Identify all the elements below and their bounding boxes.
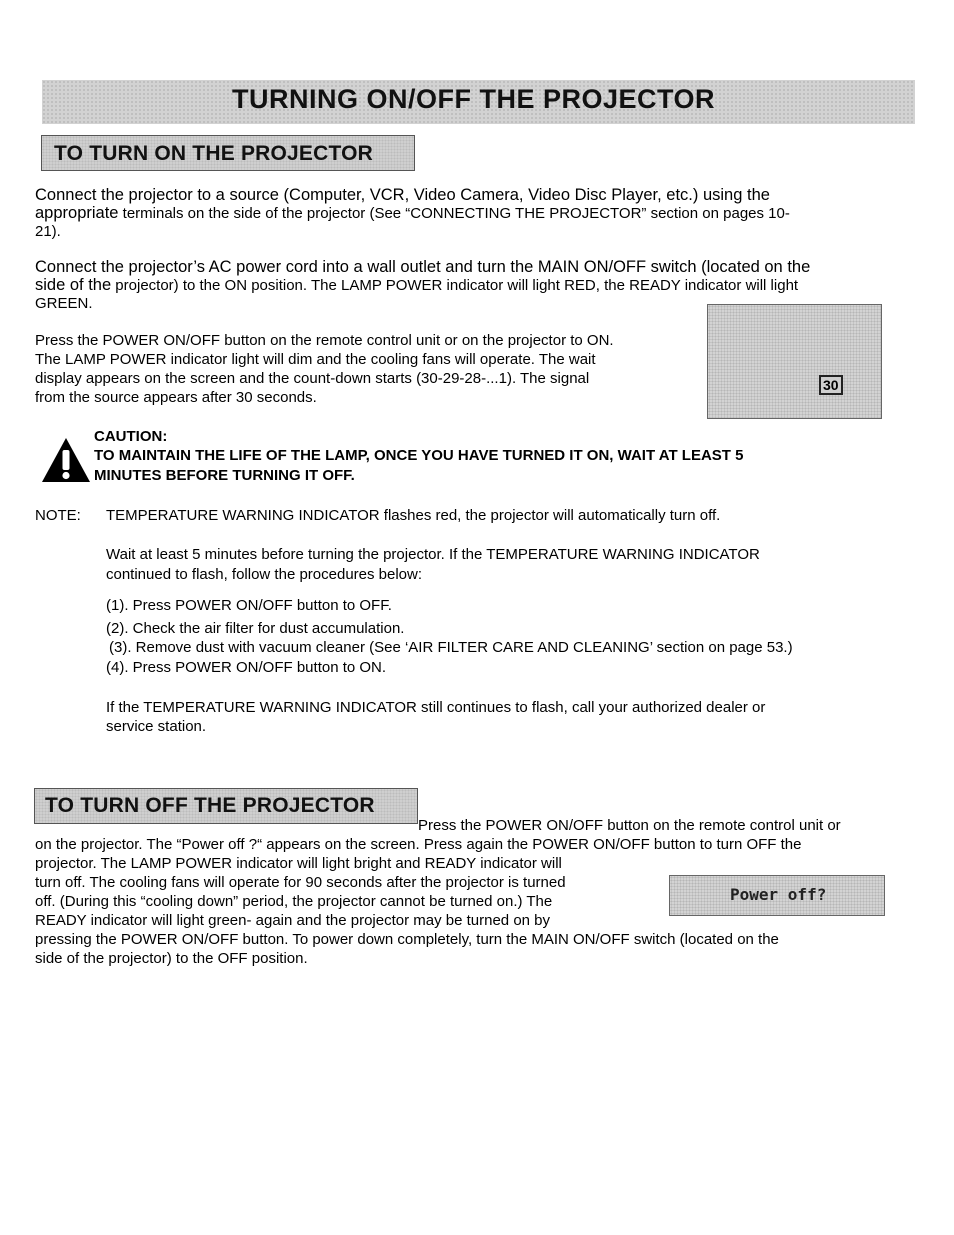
turn-on-para3-line1: Press the POWER ON/OFF button on the remote control unit or on the projector to ON. <box>35 332 614 349</box>
turn-on-section-header <box>41 135 415 171</box>
turn-off-line2: on the projector. The “Power off ?“ appears on the screen. Press again the POWER ON/OFF button to turn OFF the <box>35 836 802 853</box>
turn-on-para1-line2 <box>35 204 790 223</box>
turn-off-section-header <box>34 788 418 824</box>
note-label: NOTE: <box>35 507 81 524</box>
page-header-banner <box>42 80 915 124</box>
turn-on-para2-line2-small: projector) to the ON position. The LAMP POWER indicator will light RED, the READY indicator will light <box>111 277 799 294</box>
turn-on-para2-line3: GREEN. <box>35 295 93 312</box>
turn-on-para2-line1: Connect the projector’s AC power cord into a wall outlet and turn the MAIN ON/OFF switch (located on the <box>35 258 811 276</box>
turn-on-para3-line2: The LAMP POWER indicator light will dim and the cooling fans will operate. The wait <box>35 351 596 368</box>
countdown-screen-image <box>707 304 882 419</box>
note-text: TEMPERATURE WARNING INDICATOR flashes red, the projector will automatically turn off. <box>106 507 721 524</box>
turn-on-para1-line3: 21). <box>35 223 61 240</box>
caution-line2: MINUTES BEFORE TURNING IT OFF. <box>94 467 355 484</box>
note-final-line2: service station. <box>106 718 207 735</box>
turn-off-line8: side of the projector) to the OFF position. <box>35 950 308 967</box>
warning-icon <box>40 436 92 484</box>
note-step-2: (2). Check the air filter for dust accumulation. <box>106 620 405 637</box>
turn-on-section-title: TO TURN ON THE PROJECTOR <box>54 142 374 165</box>
turn-off-line1: Press the POWER ON/OFF button on the remote control unit or <box>418 817 841 834</box>
page-title: TURNING ON/OFF THE PROJECTOR <box>232 84 716 114</box>
turn-off-line7: pressing the POWER ON/OFF button. To power down completely, turn the MAIN ON/OFF switch (located on the <box>35 931 779 948</box>
note-wait-line1: Wait at least 5 minutes before turning the projector. If the TEMPERATURE WARNING INDICATOR <box>106 546 760 563</box>
turn-on-para1-line2-big: appropriate <box>35 204 119 222</box>
caution-line1: TO MAINTAIN THE LIFE OF THE LAMP, ONCE YOU HAVE TURNED IT ON, WAIT AT LEAST 5 <box>94 447 744 464</box>
turn-on-para3-line3: display appears on the screen and the count-down starts (30-29-28-...1). The signal <box>35 370 590 387</box>
note-step-4: (4). Press POWER ON/OFF button to ON. <box>106 659 387 676</box>
turn-on-para2-line2 <box>35 276 798 295</box>
note-step-3: (3). Remove dust with vacuum cleaner (See ‘AIR FILTER CARE AND CLEANING’ section on page 53.) <box>109 639 793 656</box>
power-off-screen-text: Power off? <box>730 885 827 904</box>
turn-off-line4: turn off. The cooling fans will operate for 90 seconds after the projector is turned <box>35 874 566 891</box>
note-step-1: (1). Press POWER ON/OFF button to OFF. <box>106 597 392 614</box>
power-off-screen-image <box>669 875 885 916</box>
turn-on-para1-line1: Connect the projector to a source (Computer, VCR, Video Camera, Video Disc Player, etc.) using the <box>35 186 770 204</box>
turn-on-para3-line4: from the source appears after 30 seconds. <box>35 389 317 406</box>
turn-off-line5: off. (During this “cooling down” period, the projector cannot be turned on.) The <box>35 893 553 910</box>
note-wait-line2: continued to flash, follow the procedures below: <box>106 566 423 583</box>
turn-off-line6: READY indicator will light green- again and the projector may be turned on by <box>35 912 551 929</box>
note-final-line1: If the TEMPERATURE WARNING INDICATOR still continues to flash, call your authorized dealer or <box>106 699 766 716</box>
countdown-indicator: 30 <box>819 375 843 395</box>
turn-on-para1-line2-small: terminals on the side of the projector (See “CONNECTING THE PROJECTOR” section on pages 10- <box>118 205 790 222</box>
turn-off-section-title: TO TURN OFF THE PROJECTOR <box>45 794 375 817</box>
turn-on-para2-line2-big: side of the <box>35 276 112 294</box>
caution-title: CAUTION: <box>94 428 168 445</box>
turn-off-line3: projector. The LAMP POWER indicator will light bright and READY indicator will <box>35 855 562 872</box>
